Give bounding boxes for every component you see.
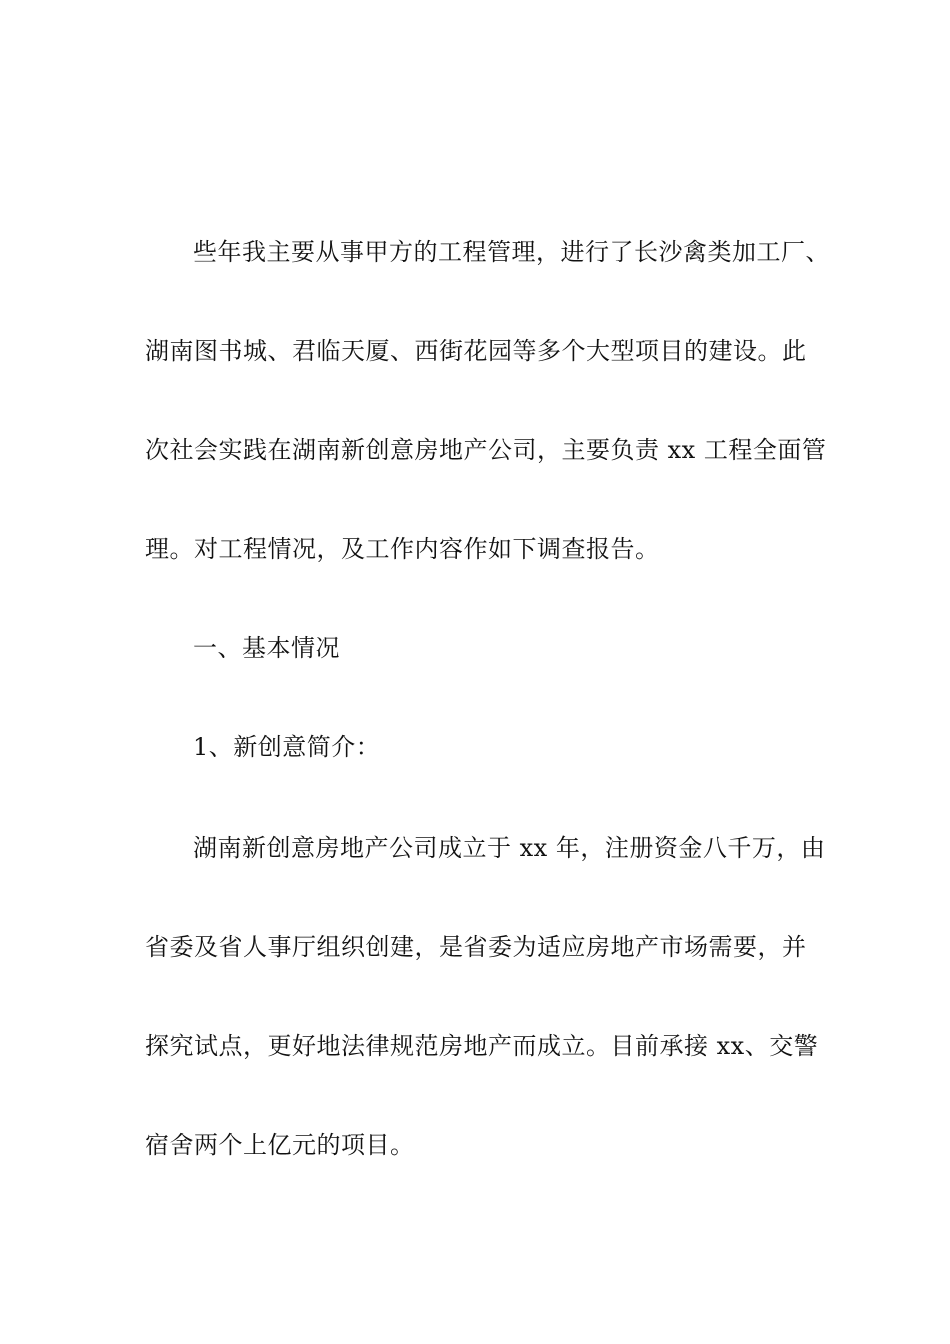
paragraph-line: 湖南新创意房地产公司成立于 xx 年，注册资金八千万，由 (193, 834, 826, 862)
paragraph-line: 理。对工程情况，及工作内容作如下调查报告。 (145, 535, 660, 563)
paragraph-line: 次社会实践在湖南新创意房地产公司，主要负责 xx 工程全面管 (145, 436, 827, 464)
paragraph-line: 些年我主要从事甲方的工程管理，进行了长沙禽类加工厂、 (193, 238, 830, 266)
paragraph-line: 探究试点，更好地法律规范房地产而成立。目前承接 xx、交警 (145, 1032, 819, 1060)
subsection-heading: 1、新创意简介： (193, 733, 381, 761)
paragraph-line: 宿舍两个上亿元的项目。 (145, 1131, 415, 1159)
paragraph-line: 湖南图书城、君临天厦、西街花园等多个大型项目的建设。此 (145, 337, 807, 365)
section-heading: 一、基本情况 (193, 634, 340, 662)
paragraph-line: 省委及省人事厅组织创建，是省委为适应房地产市场需要，并 (145, 933, 807, 961)
